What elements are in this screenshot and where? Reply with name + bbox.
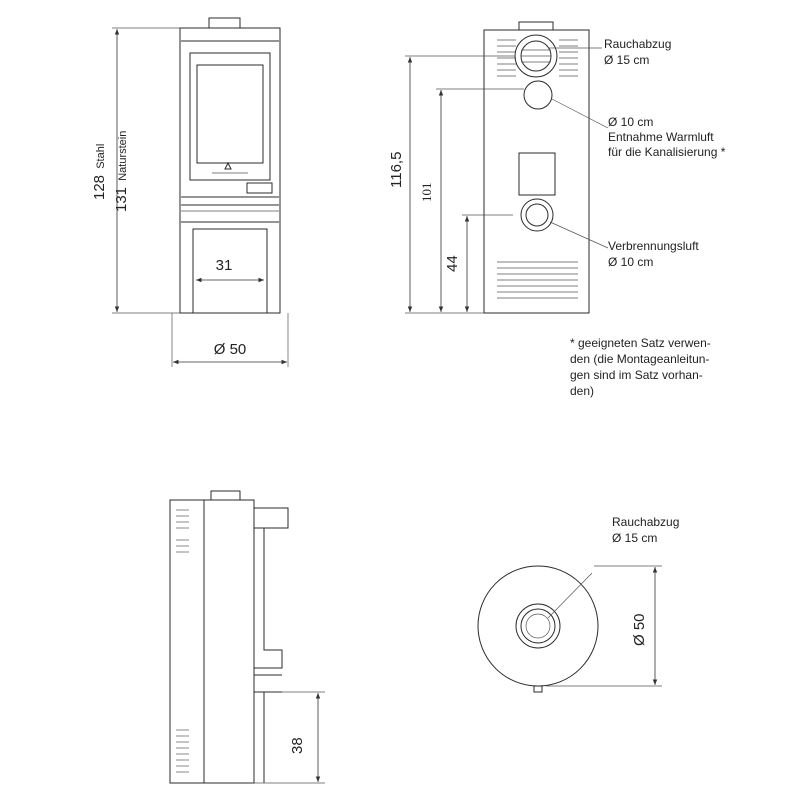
svg-text:den): den): [570, 384, 595, 398]
rear-height-warm-air: 101: [419, 182, 434, 202]
front-height-steel: 128 Stahl: [91, 143, 108, 200]
rear-combustion-size: Ø 10 cm: [608, 255, 654, 269]
rear-view: [388, 22, 726, 313]
rear-flue-label: Rauchabzug: [604, 37, 672, 51]
rear-panel-opening: [519, 153, 555, 195]
rear-height-combustion: 44: [444, 255, 461, 272]
rear-flue-size: Ø 15 cm: [604, 53, 650, 67]
side-height-storage: 38: [289, 737, 306, 754]
rear-warm-air-size: Ø 10 cm: [608, 115, 654, 129]
front-height-stone: 131 Naturstein: [113, 130, 130, 212]
top-flue-label: Rauchabzug: [612, 515, 680, 529]
bottom-vent-grille: [497, 262, 578, 298]
svg-text:* geeigneten Satz verwen-: * geeigneten Satz verwen-: [570, 336, 711, 350]
front-diameter: Ø 50: [213, 341, 247, 358]
rear-height-flue: 116,5: [388, 151, 405, 188]
top-flue-size: Ø 15 cm: [612, 531, 658, 545]
rear-warm-air-note: für die Kanalisierung *: [608, 145, 726, 159]
top-view: [478, 515, 679, 692]
stove-body-outline: [478, 566, 598, 686]
warm-air-outlet: [524, 81, 552, 109]
rear-warm-air-label: Entnahme Warmluft: [608, 130, 714, 144]
rear-combustion-label: Verbrennungsluft: [608, 239, 699, 253]
footnote: [570, 336, 711, 398]
front-view: [91, 18, 288, 367]
svg-text:den (die Montageanleitun-: den (die Montageanleitun-: [570, 352, 710, 366]
front-inner-width: 31: [215, 257, 233, 274]
svg-text:gen sind im Satz vorhan-: gen sind im Satz vorhan-: [570, 368, 703, 382]
side-view: [170, 491, 325, 783]
top-flue-outlet: [516, 604, 560, 648]
top-diameter: Ø 50: [631, 613, 648, 646]
